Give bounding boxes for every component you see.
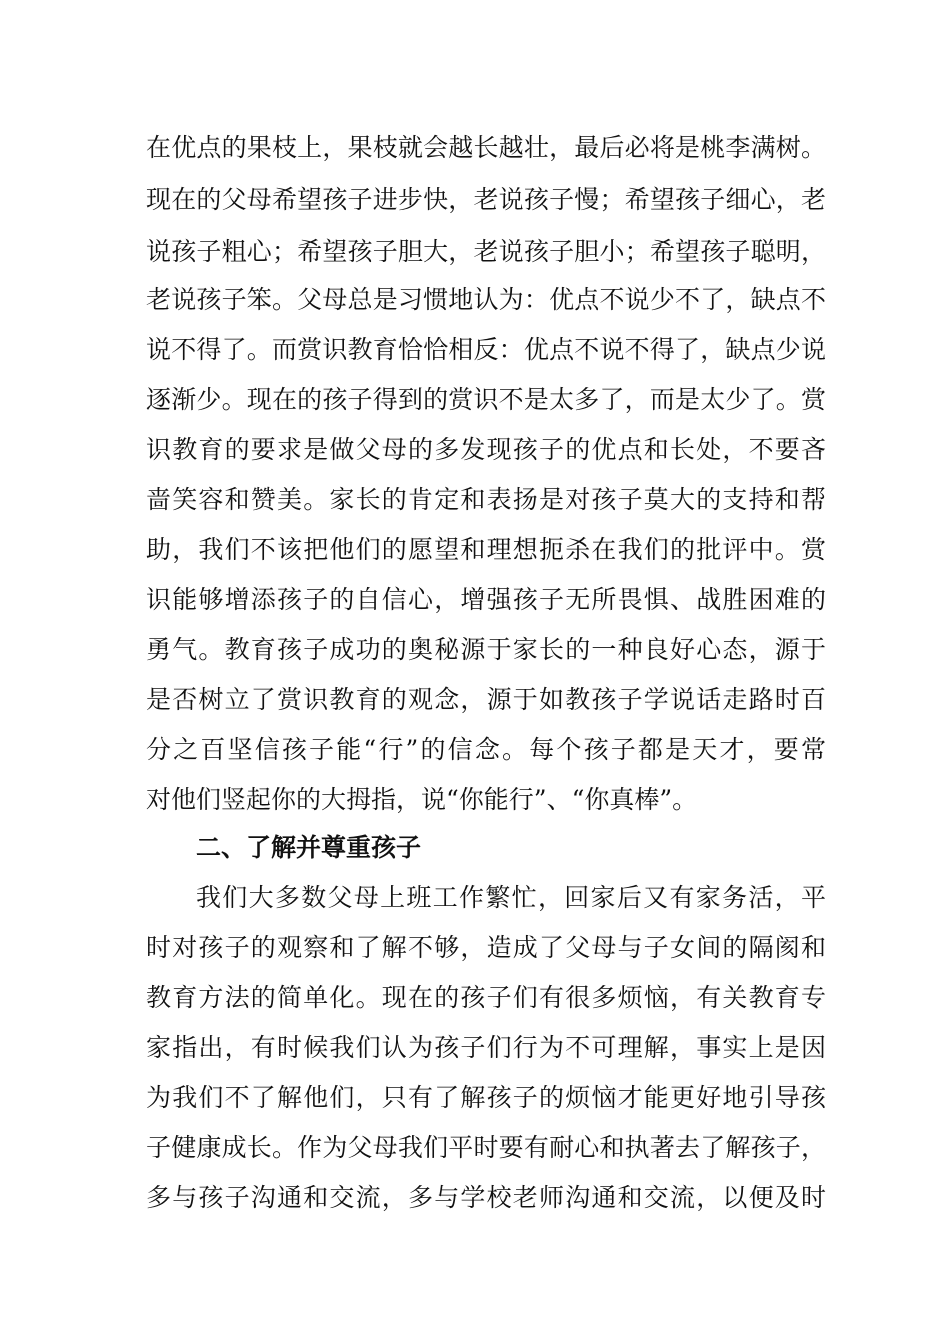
paragraph-line: 现在的父母希望孩子进步快，老说孩子慢；希望孩子细心，老 bbox=[146, 185, 826, 214]
paragraph-line: 啬笑容和赞美。家长的肯定和表扬是对孩子莫大的支持和帮 bbox=[146, 485, 826, 514]
paragraph-line: 是否树立了赏识教育的观念，源于如教孩子学说话走路时百 bbox=[146, 685, 826, 714]
paragraph-line: 在优点的果枝上，果枝就会越长越壮，最后必将是桃李满树。 bbox=[146, 133, 826, 162]
paragraph-line: 教育方法的简单化。现在的孩子们有很多烦恼，有关教育专 bbox=[146, 983, 826, 1012]
paragraph-line: 助，我们不该把他们的愿望和理想扼杀在我们的批评中。赏 bbox=[146, 535, 826, 564]
paragraph-line: 分之百坚信孩子能“行”的信念。每个孩子都是天才，要常 bbox=[146, 735, 826, 764]
section-heading: 二、了解并尊重孩子 bbox=[196, 833, 422, 862]
paragraph-line: 逐渐少。现在的孩子得到的赏识不是太多了，而是太少了。赏 bbox=[146, 385, 826, 414]
paragraph-line: 多与孩子沟通和交流，多与学校老师沟通和交流，以便及时 bbox=[146, 1183, 826, 1212]
paragraph-line: 时对孩子的观察和了解不够，造成了父母与子女间的隔阂和 bbox=[146, 933, 826, 962]
paragraph-line: 子健康成长。作为父母我们平时要有耐心和执著去了解孩子， bbox=[146, 1133, 826, 1162]
paragraph-line: 老说孩子笨。父母总是习惯地认为：优点不说少不了，缺点不 bbox=[146, 285, 826, 314]
paragraph-line: 为我们不了解他们，只有了解孩子的烦恼才能更好地引导孩 bbox=[146, 1083, 826, 1112]
paragraph-line: 识能够增添孩子的自信心，增强孩子无所畏惧、战胜困难的 bbox=[146, 585, 826, 614]
paragraph-line: 说不得了。而赏识教育恰恰相反：优点不说不得了，缺点少说 bbox=[146, 335, 826, 364]
paragraph-line: 家指出，有时候我们认为孩子们行为不可理解，事实上是因 bbox=[146, 1033, 826, 1062]
paragraph-line: 说孩子粗心；希望孩子胆大，老说孩子胆小；希望孩子聪明， bbox=[146, 237, 826, 266]
paragraph-line: 勇气。教育孩子成功的奥秘源于家长的一种良好心态，源于 bbox=[146, 635, 826, 664]
paragraph-line: 对他们竖起你的大拇指，说“你能行”、“你真棒”。 bbox=[146, 785, 698, 814]
paragraph-line: 我们大多数父母上班工作繁忙，回家后又有家务活，平 bbox=[196, 883, 826, 912]
paragraph-line: 识教育的要求是做父母的多发现孩子的优点和长处，不要吝 bbox=[146, 435, 826, 464]
